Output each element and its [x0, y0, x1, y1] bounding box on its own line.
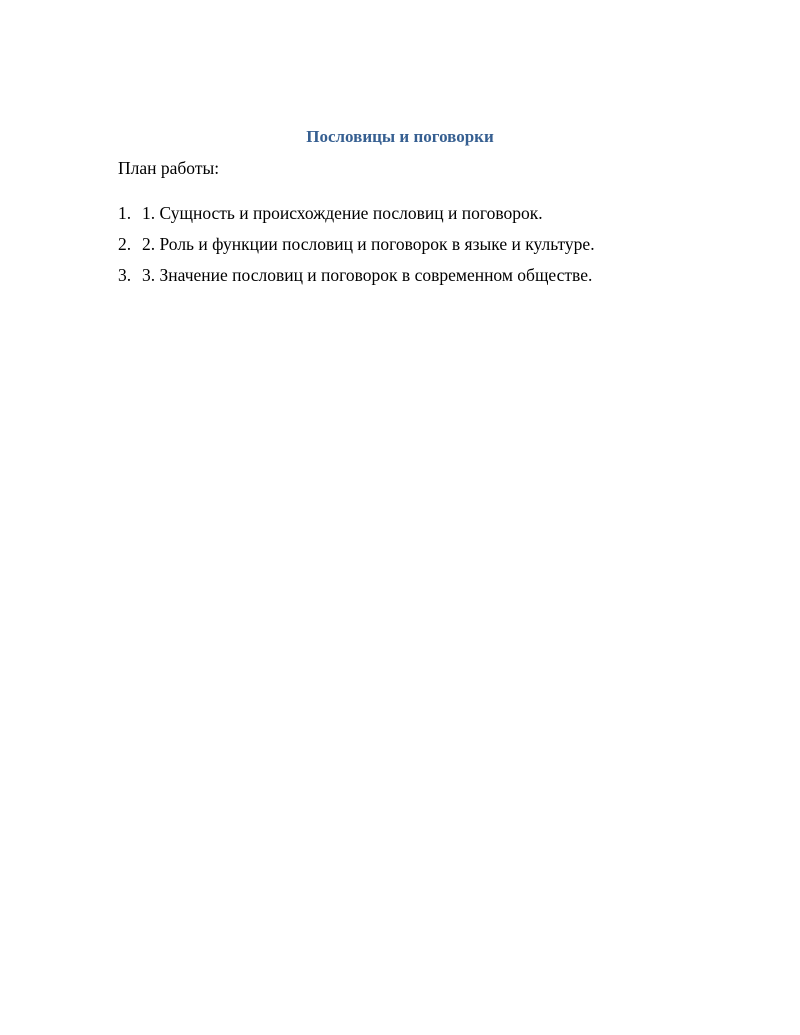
- plan-list: [118, 202, 738, 295]
- document-title: Пословицы и поговорки: [306, 127, 494, 146]
- list-item-number: 1.: [118, 203, 132, 223]
- list-item-number: 2.: [118, 234, 132, 254]
- list-item-text: 2. Роль и функции пословиц и поговорок в языке и культуре.: [142, 234, 595, 254]
- plan-list-item: [118, 264, 738, 295]
- plan-list-item: [118, 233, 738, 264]
- list-item-text: 1. Сущность и происхождение пословиц и поговорок.: [142, 203, 543, 223]
- plan-label: План работы:: [118, 158, 220, 178]
- list-item-text: 3. Значение пословиц и поговорок в современном обществе.: [142, 265, 593, 285]
- list-item-number: 3.: [118, 265, 132, 285]
- plan-list-item: [118, 202, 738, 233]
